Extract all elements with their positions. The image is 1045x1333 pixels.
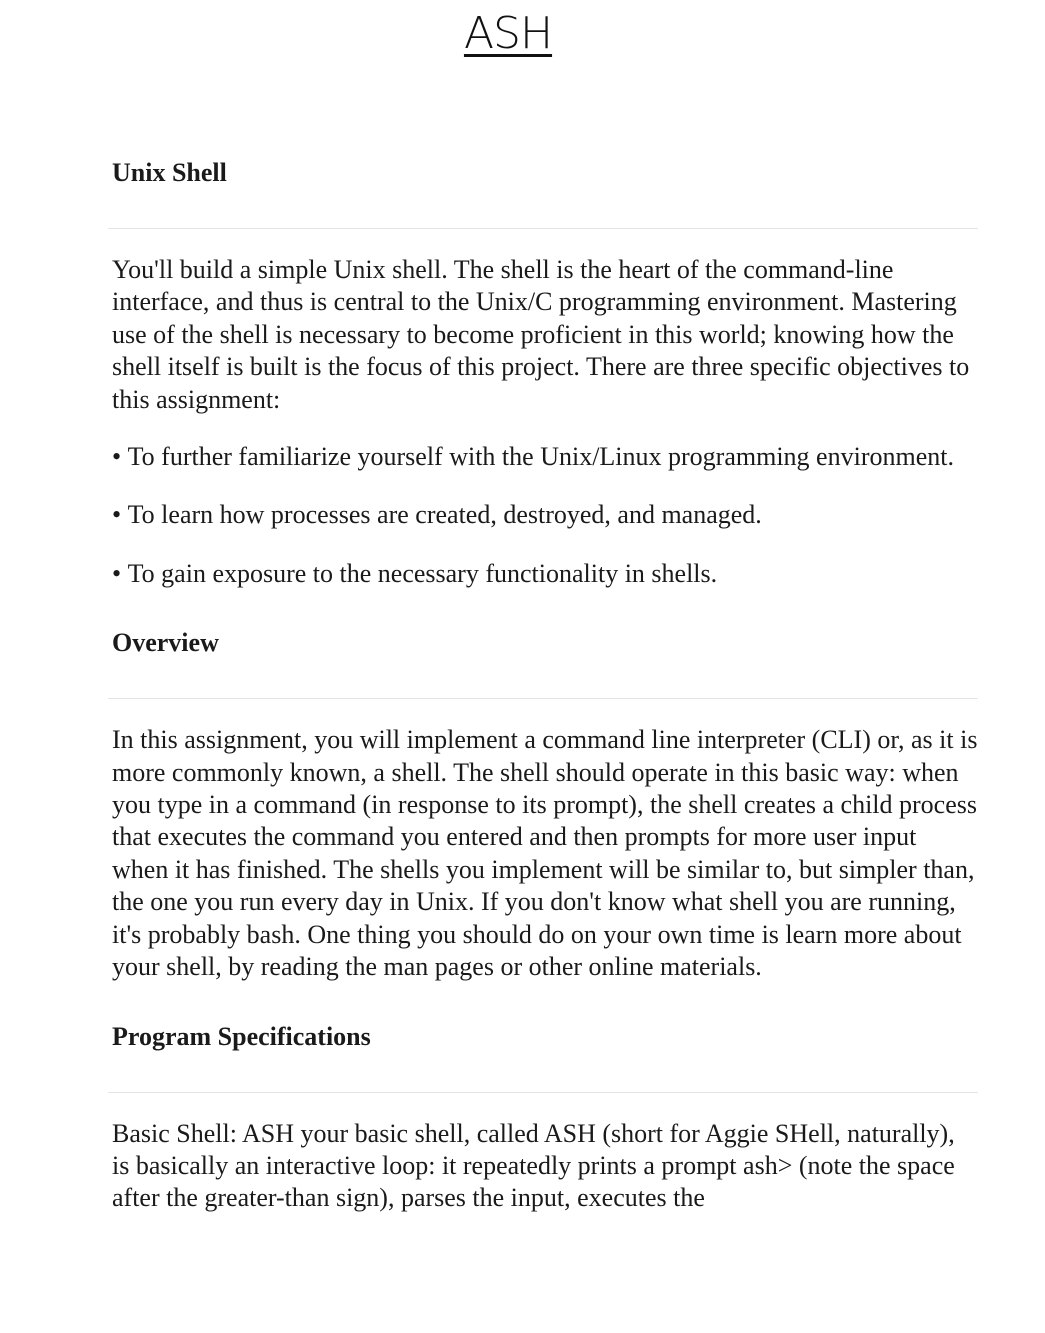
document-body — [112, 150, 978, 1215]
section-heading-program-specifications: Program Specifications — [112, 1021, 371, 1051]
objective-bullet: • To learn how processes are created, destroyed, and managed. — [112, 499, 978, 531]
intro-paragraph: You'll build a simple Unix shell. The shell is the heart of the command-line interface, and thus is central to the Unix/C programming environment. Mastering use of the shell is necessary to become proficient in this world; knowing how the shell itself is built is the focus of this project. There are three specific objectives to this assignment: — [112, 255, 970, 414]
objective-bullet: • To further familiarize yourself with the Unix/Linux programming environment. — [112, 441, 978, 473]
overview-paragraph: In this assignment, you will implement a command line interpreter (CLI) or, as it is more commonly known, a shell. The shell should operate in this basic way: when you type in a command (in response to its prompt), the shell creates a child process that executes the command you entered and then prompts for more user input when it has finished. The shells you implement will be similar to, but simpler than, the one you run every day in Unix. If you don't know what shell you are running, it's probably bash. One thing you should do on your own time is learn more about your shell, by reading the man pages or other online materials. — [112, 725, 978, 982]
objective-bullet: • To gain exposure to the necessary functionality in shells. — [112, 558, 978, 590]
section-divider — [108, 228, 978, 229]
section-divider — [108, 698, 978, 699]
section-heading-unix-shell: Unix Shell — [112, 158, 227, 187]
section-heading-overview: Overview — [112, 628, 219, 658]
section-divider — [108, 1092, 978, 1093]
page-title: ASH — [463, 8, 553, 59]
program-specifications-paragraph: Basic Shell: ASH your basic shell, called ASH (short for Aggie SHell, naturally), is basically an interactive loop: it repeatedly prints a prompt ash> (note the space after the greater-than sign), parses the input, executes the — [112, 1118, 955, 1213]
